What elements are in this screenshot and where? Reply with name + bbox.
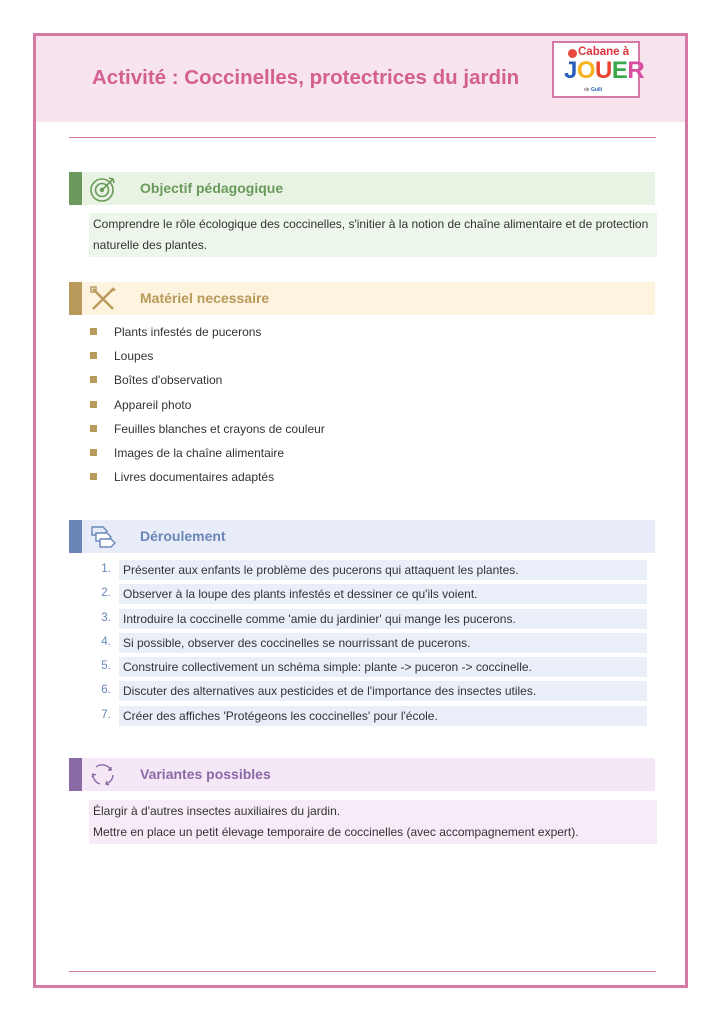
logo-letter: O — [576, 57, 596, 84]
list-item: Boîtes d'observation — [88, 373, 325, 397]
step-text: Construire collectivement un schéma simple: plante -> puceron -> coccinelle. — [119, 657, 647, 677]
target-icon — [89, 175, 117, 203]
step-number: 3. — [101, 611, 111, 624]
section-title: Matériel necessaire — [140, 290, 270, 306]
section-header-objectif — [69, 172, 655, 205]
logo-sub-text: de Gulli — [584, 87, 603, 93]
section-title: Déroulement — [140, 528, 226, 544]
brand-logo — [552, 41, 645, 98]
list-item: Appareil photo — [88, 398, 325, 422]
step-number: 2. — [101, 587, 111, 600]
page-title: Activité : Coccinelles, protectrices du jardin — [92, 66, 520, 89]
logo-main-text — [564, 57, 644, 85]
bullet-icon — [90, 328, 97, 335]
bullet-icon — [90, 449, 97, 456]
cycle-icon — [89, 761, 117, 789]
section-title: Variantes possibles — [140, 766, 271, 782]
header-divider — [69, 137, 656, 138]
step-number: 6. — [101, 684, 111, 697]
steps-icon — [89, 523, 117, 551]
step-text: Présenter aux enfants le problème des pucerons qui attaquent les plantes. — [119, 560, 647, 580]
section-header-variantes — [69, 758, 655, 791]
section-header-materiel — [69, 282, 655, 315]
logo-letter: E — [611, 57, 628, 84]
tools-icon — [89, 285, 117, 313]
variante-line: Élargir à d'autres insectes auxiliaires du jardin. — [93, 804, 341, 818]
list-item: Feuilles blanches et crayons de couleur — [88, 422, 325, 446]
section-accent-bar — [69, 172, 82, 205]
variante-line: Mettre en place un petit élevage temporaire de coccinelles (avec accompagnement expert). — [93, 825, 579, 839]
variantes-text — [89, 800, 657, 844]
step-text: Si possible, observer des coccinelles se nourrissant de pucerons. — [119, 633, 647, 653]
logo-top-text: Cabane à — [578, 46, 630, 58]
step-text: Discuter des alternatives aux pesticides et de l'importance des insectes utiles. — [119, 681, 647, 701]
list-item: Livres documentaires adaptés — [88, 470, 325, 494]
section-title: Objectif pédagogique — [140, 180, 284, 196]
bullet-icon — [90, 376, 97, 383]
list-item: Images de la chaîne alimentaire — [88, 446, 325, 470]
section-accent-bar — [69, 282, 82, 315]
step-number: 1. — [101, 563, 111, 575]
bullet-icon — [90, 473, 97, 480]
page-header — [36, 36, 685, 122]
step-text: Créer des affiches 'Protégeons les coccinelles' pour l'école. — [119, 706, 647, 726]
materiel-list — [88, 325, 325, 494]
step-number: 5. — [101, 660, 111, 673]
section-accent-bar — [69, 520, 82, 553]
section-accent-bar — [69, 758, 82, 791]
bullet-icon — [90, 352, 97, 359]
list-item: Plants infestés de pucerons — [88, 325, 325, 349]
objectif-text: Comprendre le rôle écologique des coccinelles, s'initier à la notion de chaîne alimentaire et de protection naturelle des plantes. — [89, 213, 657, 257]
step-number: 4. — [101, 635, 111, 648]
list-item: Loupes — [88, 349, 325, 373]
page-frame — [33, 33, 688, 988]
logo-letter: R — [627, 57, 645, 84]
bullet-icon — [90, 401, 97, 408]
logo-letter: J — [564, 57, 577, 84]
step-text: Observer à la loupe des plants infestés et dessiner ce qu'ils voient. — [119, 584, 647, 604]
bullet-icon — [90, 425, 97, 432]
step-number: 7. — [101, 708, 111, 721]
step-text: Introduire la coccinelle comme 'amie du jardinier' qui mange les pucerons. — [119, 609, 647, 629]
logo-letter: U — [595, 57, 612, 84]
section-header-deroulement — [69, 520, 655, 553]
footer-divider — [69, 971, 656, 972]
